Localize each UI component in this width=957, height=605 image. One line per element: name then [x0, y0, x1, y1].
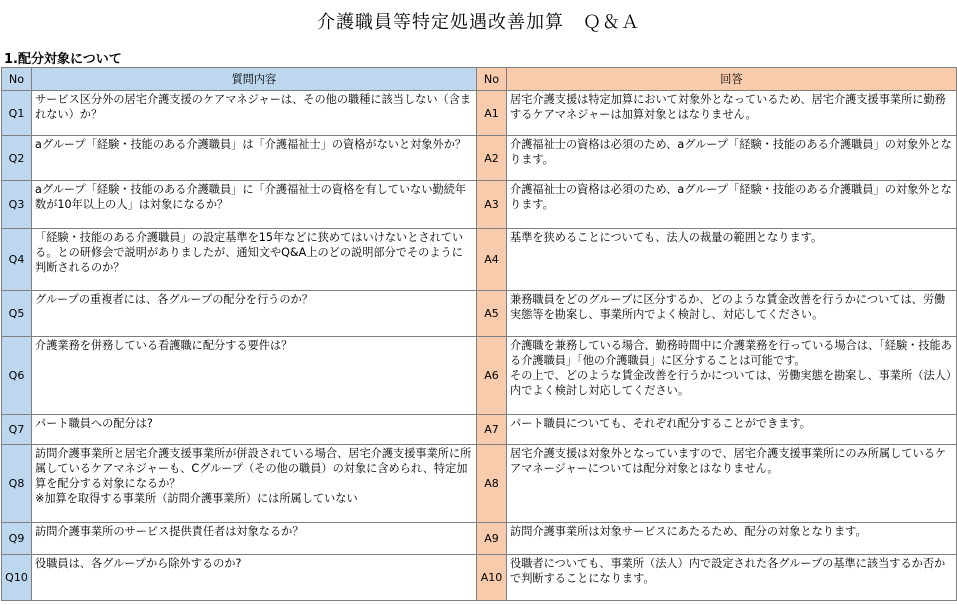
table-row	[2, 91, 957, 136]
answer-number: A10	[477, 555, 507, 601]
question-text: 役職員は、各グループから除外するのか?	[32, 555, 477, 601]
answer-number: A4	[477, 229, 507, 291]
question-number: Q6	[2, 337, 32, 415]
question-number: Q3	[2, 181, 32, 229]
question-number: Q4	[2, 229, 32, 291]
answer-text: 役職者についても、事業所（法人）内で設定された各グループの基準に該当するか否かで判断することになります。	[507, 555, 957, 601]
qa-table	[1, 67, 957, 601]
answer-text: 兼務職員をどのグループに区分するか、どのような賃金改善を行うかについては、労働実態等を勘案し、事業所内でよく検討し、対応してください。	[507, 291, 957, 337]
answer-text: パート職員についても、それぞれ配分することができます。	[507, 415, 957, 445]
question-number: Q7	[2, 415, 32, 445]
question-number: Q1	[2, 91, 32, 136]
question-number: Q9	[2, 523, 32, 555]
table-row	[2, 229, 957, 291]
question-text: 介護業務を併務している看護職に配分する要件は？	[32, 337, 477, 415]
header-question: 質問内容	[32, 68, 477, 91]
answer-number: A7	[477, 415, 507, 445]
answer-number: A6	[477, 337, 507, 415]
section-heading: 1.配分対象について	[4, 52, 122, 67]
question-text: 訪問介護事業所のサービス提供責任者は対象なるか？	[32, 523, 477, 555]
table-row	[2, 181, 957, 229]
table-row	[2, 523, 957, 555]
table-row	[2, 136, 957, 181]
answer-number: A2	[477, 136, 507, 181]
question-number: Q2	[2, 136, 32, 181]
question-text: グループの重複者には、各グループの配分を行うのか？	[32, 291, 477, 337]
answer-text: 介護福祉士の資格は必須のため、aグループ「経験・技能のある介護職員」の対象外となります。	[507, 181, 957, 229]
question-number: Q5	[2, 291, 32, 337]
table-row	[2, 415, 957, 445]
answer-number: A5	[477, 291, 507, 337]
table-row	[2, 555, 957, 601]
answer-text: 基準を狭めることについても、法人の裁量の範囲となります。	[507, 229, 957, 291]
answer-text: 居宅介護支援は特定加算において対象外となっているため、居宅介護支援事業所に勤務するケアマネジャーは加算対象とはなりません。	[507, 91, 957, 136]
answer-text: 介護職を兼務している場合、勤務時間中に介護業務を行っている場合は、「経験・技能ある介護職員」「他の介護職員」に区分することは可能です。 その上で、どのような賃金改善を行うかについては、労働実態を勘案し、事業所（法人）内でよく検討し対応してください。	[507, 337, 957, 415]
question-text: パート職員への配分は?	[32, 415, 477, 445]
answer-text: 介護福祉士の資格は必須のため、aグループ「経験・技能のある介護職員」の対象外となります。	[507, 136, 957, 181]
header-no-answer: No	[477, 68, 507, 91]
answer-number: A8	[477, 445, 507, 523]
answer-number: A1	[477, 91, 507, 136]
question-text: aグループ「経験・技能のある介護職員」は「介護福祉士」の資格がないと対象外か？	[32, 136, 477, 181]
header-row	[2, 68, 957, 91]
answer-number: A3	[477, 181, 507, 229]
answer-text: 居宅介護支援は対象外となっていますので、居宅介護支援事業所にのみ所属しているケアマネージャーについては配分対象とはなりません。	[507, 445, 957, 523]
question-text: aグループ「経験・技能のある介護職員」に「介護福祉士の資格を有していない勤続年数が10年以上の人」は対象になるか？	[32, 181, 477, 229]
question-text: 訪問介護事業所と居宅介護支援事業所が併設されている場合、居宅介護支援事業所に所属しているケアマネジャーも、Cグループ（その他の職員）の対象に含められ、特定加算を配分する対象になるか？ ※加算を取得する事業所（訪問介護事業所）には所属していない	[32, 445, 477, 523]
answer-number: A9	[477, 523, 507, 555]
question-text: サービス区分外の居宅介護支援のケアマネジャーは、その他の職種に該当しない（含まれない）か？	[32, 91, 477, 136]
question-number: Q10	[2, 555, 32, 601]
header-answer: 回答	[507, 68, 957, 91]
table-row	[2, 291, 957, 337]
question-text: 「経験・技能のある介護職員」の設定基準を15年などに狭めてはいけないとされている。との研修会で説明がありましたが、通知文やQ&A上のどの説明部分でそのように判断されるのか？	[32, 229, 477, 291]
answer-text: 訪問介護事業所は対象サービスにあたるため、配分の対象となります。	[507, 523, 957, 555]
table-row	[2, 337, 957, 415]
header-no: No	[2, 68, 32, 91]
table-row	[2, 445, 957, 523]
question-number: Q8	[2, 445, 32, 523]
page-title: 介護職員等特定処遇改善加算 Ｑ＆Ａ	[317, 12, 640, 33]
